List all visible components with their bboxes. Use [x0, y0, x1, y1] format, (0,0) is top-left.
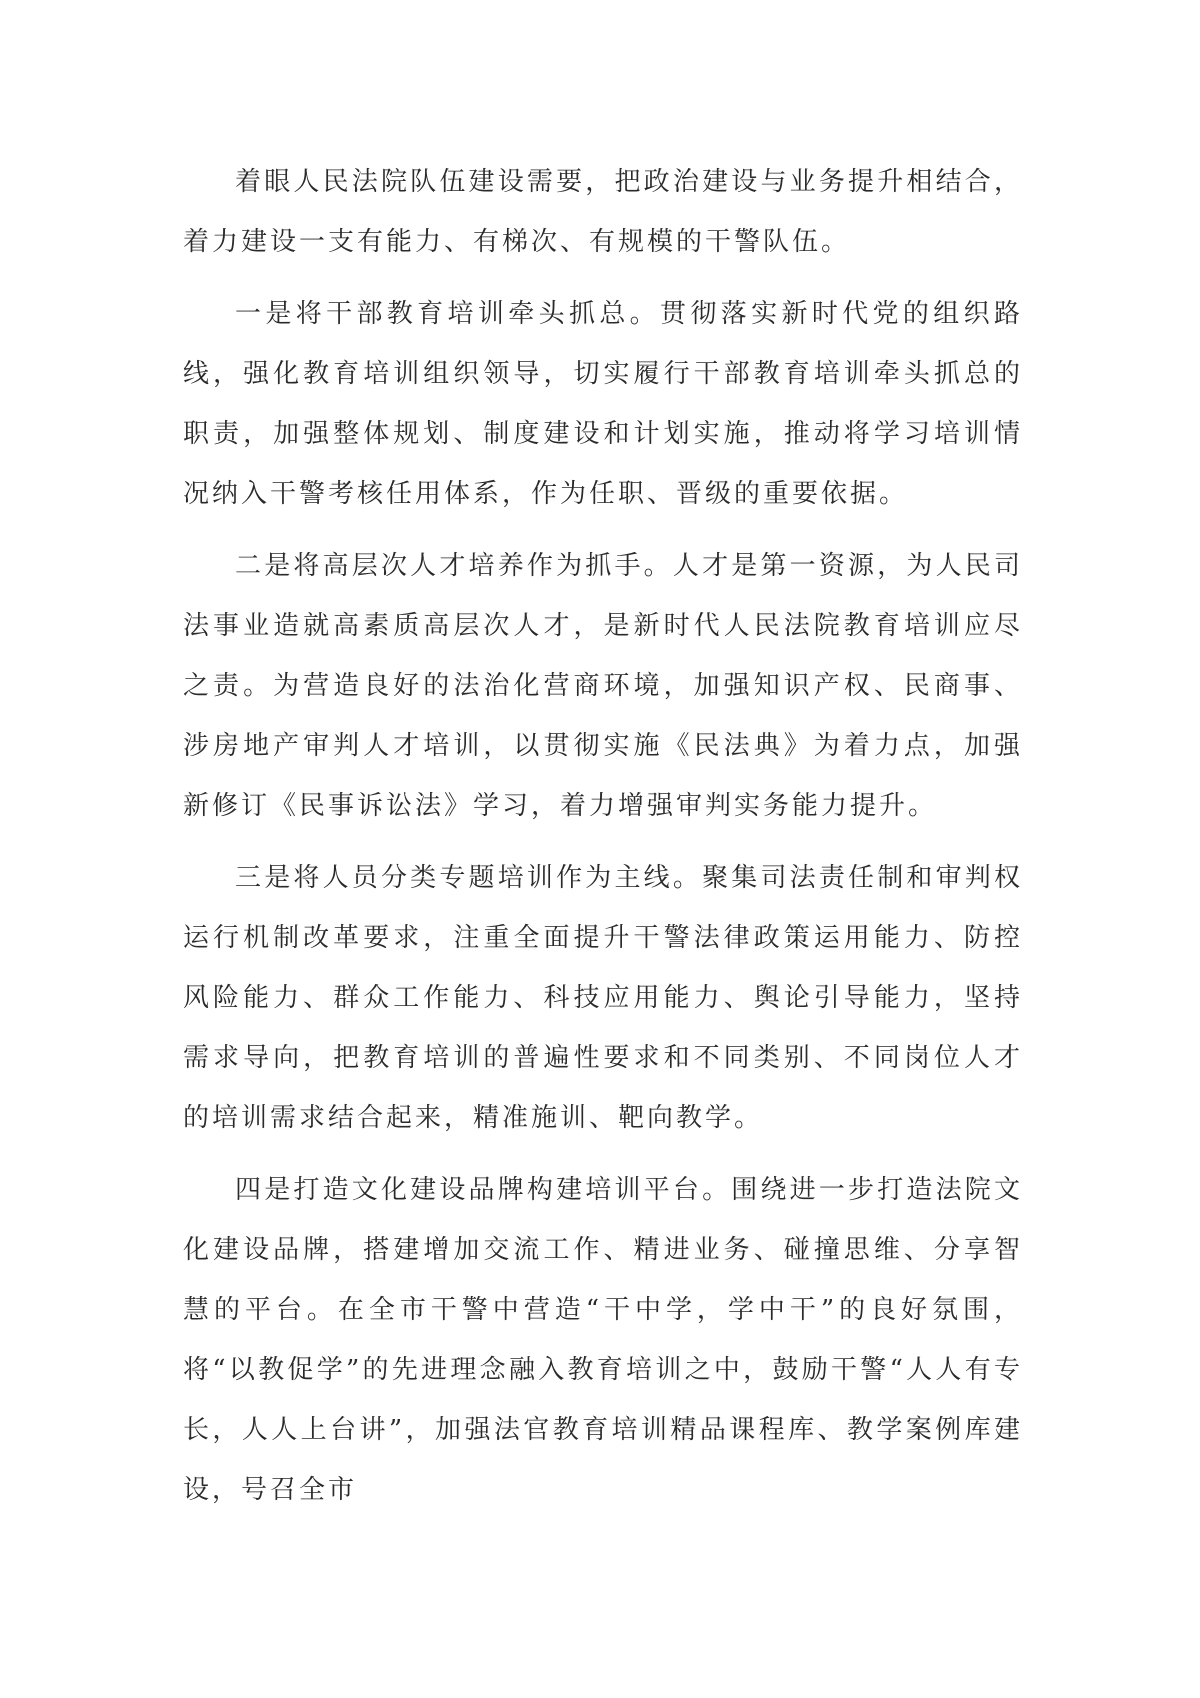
- paragraph-intro: 着眼人民法院队伍建设需要，把政治建设与业务提升相结合，着力建设一支有能力、有梯次、有规模的干警队伍。: [183, 167, 1023, 257]
- paragraph-point-three: 三是将人员分类专题培训作为主线。聚集司法责任制和审判权运行机制改革要求，注重全面提升干警法律政策运用能力、防控风险能力、群众工作能力、科技应用能力、舆论引导能力，坚持需求导向，把教育培训的普遍性要求和不同类别、不同岗位人才的培训需求结合起来，精准施训、靶向教学。: [183, 863, 1023, 1133]
- document-body: [183, 152, 1023, 1520]
- paragraph-point-four: 四是打造文化建设品牌构建培训平台。围绕进一步打造法院文化建设品牌，搭建增加交流工作、精进业务、碰撞思维、分享智慧的平台。在全市干警中营造“干中学，学中干”的良好氛围，将“以教促学”的先进理念融入教育培训之中，鼓励干警“人人有专长，人人上台讲”，加强法官教育培训精品课程库、教学案例库建设，号召全市: [183, 1175, 1023, 1505]
- paragraph-point-one: 一是将干部教育培训牵头抓总。贯彻落实新时代党的组织路线，强化教育培训组织领导，切实履行干部教育培训牵头抓总的职责，加强整体规划、制度建设和计划实施，推动将学习培训情况纳入干警考核任用体系，作为任职、晋级的重要依据。: [183, 299, 1023, 509]
- paragraph-point-two: 二是将高层次人才培养作为抓手。人才是第一资源，为人民司法事业造就高素质高层次人才，是新时代人民法院教育培训应尽之责。为营造良好的法治化营商环境，加强知识产权、民商事、涉房地产审判人才培训，以贯彻实施《民法典》为着力点，加强新修订《民事诉讼法》学习，着力增强审判实务能力提升。: [183, 551, 1023, 821]
